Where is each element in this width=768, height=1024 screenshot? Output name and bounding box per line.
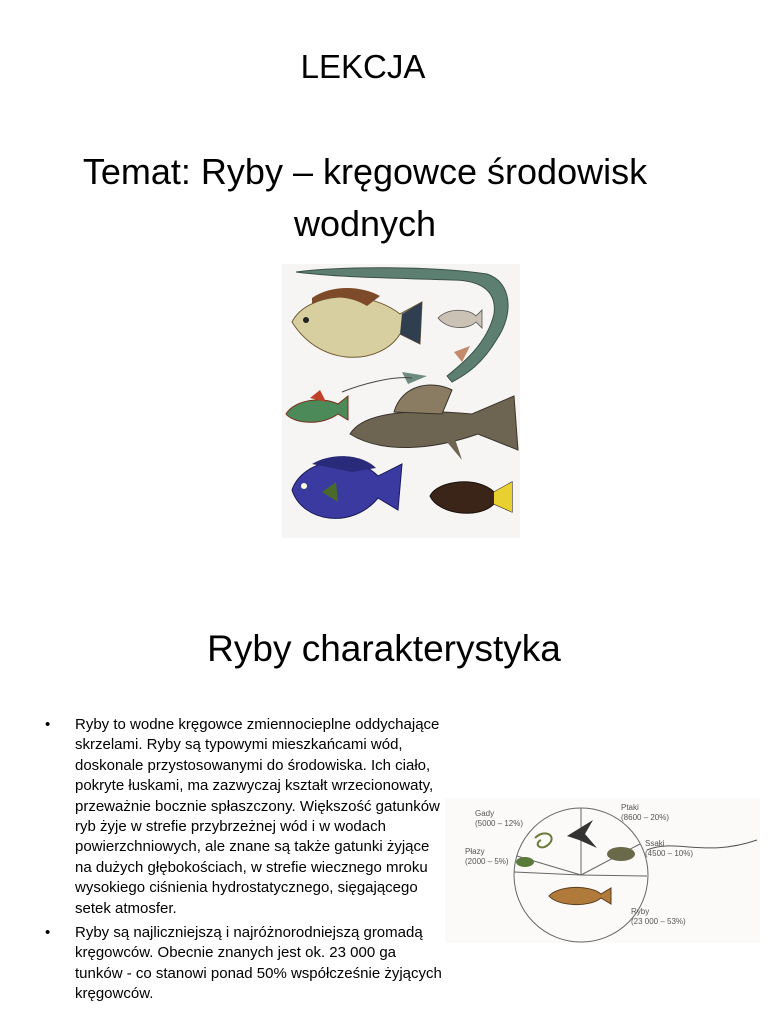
bullet-item: • Ryby są najliczniejszą i najróżnorodniejszą gromadą kręgowców. Obecnie znanych jest ok. 23 000 ga tunków - co stanowi ponad 50% współcześnie żyjących kręgowców. <box>40 923 445 1005</box>
fish-illustration <box>282 264 520 538</box>
pie-svg <box>445 798 760 943</box>
pie-label-name: Gady <box>475 809 495 818</box>
pie-label-value: (8600 – 20%) <box>621 813 670 822</box>
bullet-list <box>40 715 445 1009</box>
pie-label-value: (4500 – 10%) <box>645 849 694 858</box>
vertebrate-pie-illustration <box>445 798 760 943</box>
pie-label-name: Ryby <box>631 907 650 916</box>
pie-label-name: Ssaki <box>645 839 665 848</box>
pie-label-value: (5000 – 12%) <box>475 819 524 828</box>
frog-icon <box>516 857 534 867</box>
pie-label-name: Płazy <box>465 847 485 856</box>
turtle-icon <box>607 847 635 861</box>
pie-label-name: Ptaki <box>621 803 639 812</box>
lesson-heading: LEKCJA <box>300 48 426 85</box>
fish-illustration-svg <box>282 264 520 538</box>
small-striped-fish <box>438 310 482 328</box>
topic-title: Temat: Ryby – kręgowce środowisk wodnych <box>82 151 648 244</box>
section-title: Ryby charakterystyka <box>207 628 561 669</box>
green-fish <box>286 396 348 422</box>
bullet-item: • Ryby to wodne kręgowce zmiennocieplne oddychające skrzelami. Ryby są typowymi mieszkańcami wód, doskonale przystosowanymi do środowiska. Ich ciało, pokryte łuskami, ma zazwyczaj kształt wrzecionowaty, przeważnie bocznie spłaszczony. Większość gatunków ryb żyje w strefie przybrzeżnej wód i w wodach powierzchniowych, ale znane są także gatunki żyjące na dużych głębokościach, w strefie wiecznego mroku wysokiego ciśnienia hydrostatycznego, sięgającego setek atmosfer. <box>40 715 445 919</box>
pie-label-value: (23 000 – 53%) <box>631 917 686 926</box>
pie-label-value: (2000 – 5%) <box>465 857 509 866</box>
